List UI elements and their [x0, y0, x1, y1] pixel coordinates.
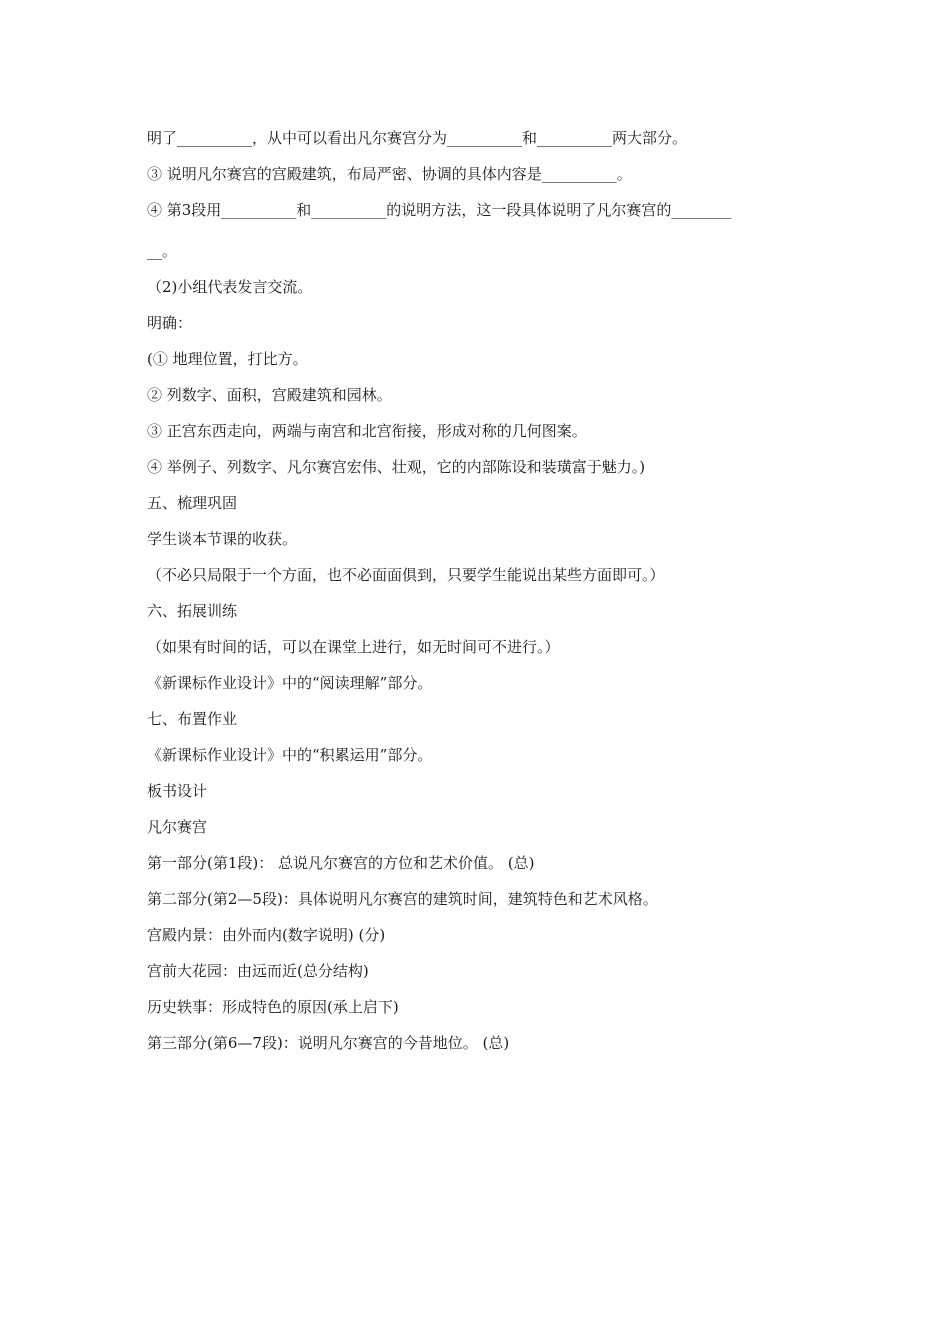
- text-line: 历史轶事：形成特色的原因(承上启下): [147, 998, 399, 1016]
- text-line: 第二部分(第2—5段)：具体说明凡尔赛宫的建筑时间，建筑特色和艺术风格。: [147, 890, 658, 908]
- text-line: （如果有时间的话，可以在课堂上进行，如无时间可不进行。）: [147, 638, 560, 656]
- section-heading: 板书设计: [147, 782, 208, 800]
- section-heading: 七、布置作业: [147, 710, 238, 728]
- text-line: __。: [147, 242, 178, 260]
- text-line: 第一部分(第1段)： 总说凡尔赛宫的方位和艺术价值。 (总): [147, 854, 535, 872]
- text-line: 明确：: [147, 314, 193, 332]
- section-heading: 六、拓展训练: [147, 602, 238, 620]
- text-line: ④ 第3段用__________和__________的说明方法，这一段具体说明了凡尔赛宫的________: [147, 201, 732, 219]
- text-line: ② 列数字、面积，宫殿建筑和园林。: [147, 386, 392, 404]
- text-line: 《新课标作业设计》中的“阅读理解”部分。: [147, 674, 433, 692]
- text-line: （2)小组代表发言交流。: [147, 278, 313, 296]
- text-line: 宫前大花园：由远而近(总分结构): [147, 962, 369, 980]
- text-line: 宫殿内景：由外而内(数字说明) (分): [147, 926, 386, 944]
- text-line: ④ 举例子、列数字、凡尔赛宫宏伟、壮观，它的内部陈设和装璜富于魅力。): [147, 458, 646, 476]
- text-line: (① 地理位置，打比方。: [147, 350, 308, 368]
- text-line: 第三部分(第6—7段)：说明凡尔赛宫的今昔地位。 (总): [147, 1034, 510, 1052]
- text-line: ③ 说明凡尔赛宫的宫殿建筑，布局严密、协调的具体内容是__________。: [147, 165, 632, 183]
- text-line: 《新课标作业设计》中的“积累运用”部分。: [147, 746, 433, 764]
- text-line: 学生谈本节课的收获。: [147, 530, 298, 548]
- board-title: 凡尔赛宫: [147, 818, 208, 836]
- section-heading: 五、梳理巩固: [147, 494, 238, 512]
- text-line: ③ 正宫东西走向，两端与南宫和北宫衔接，形成对称的几何图案。: [147, 422, 587, 440]
- text-line: 明了__________，从中可以看出凡尔赛宫分为__________和__________两大部分。: [147, 129, 688, 147]
- text-line: （不必只局限于一个方面，也不必面面俱到，只要学生能说出某些方面即可。）: [147, 566, 665, 584]
